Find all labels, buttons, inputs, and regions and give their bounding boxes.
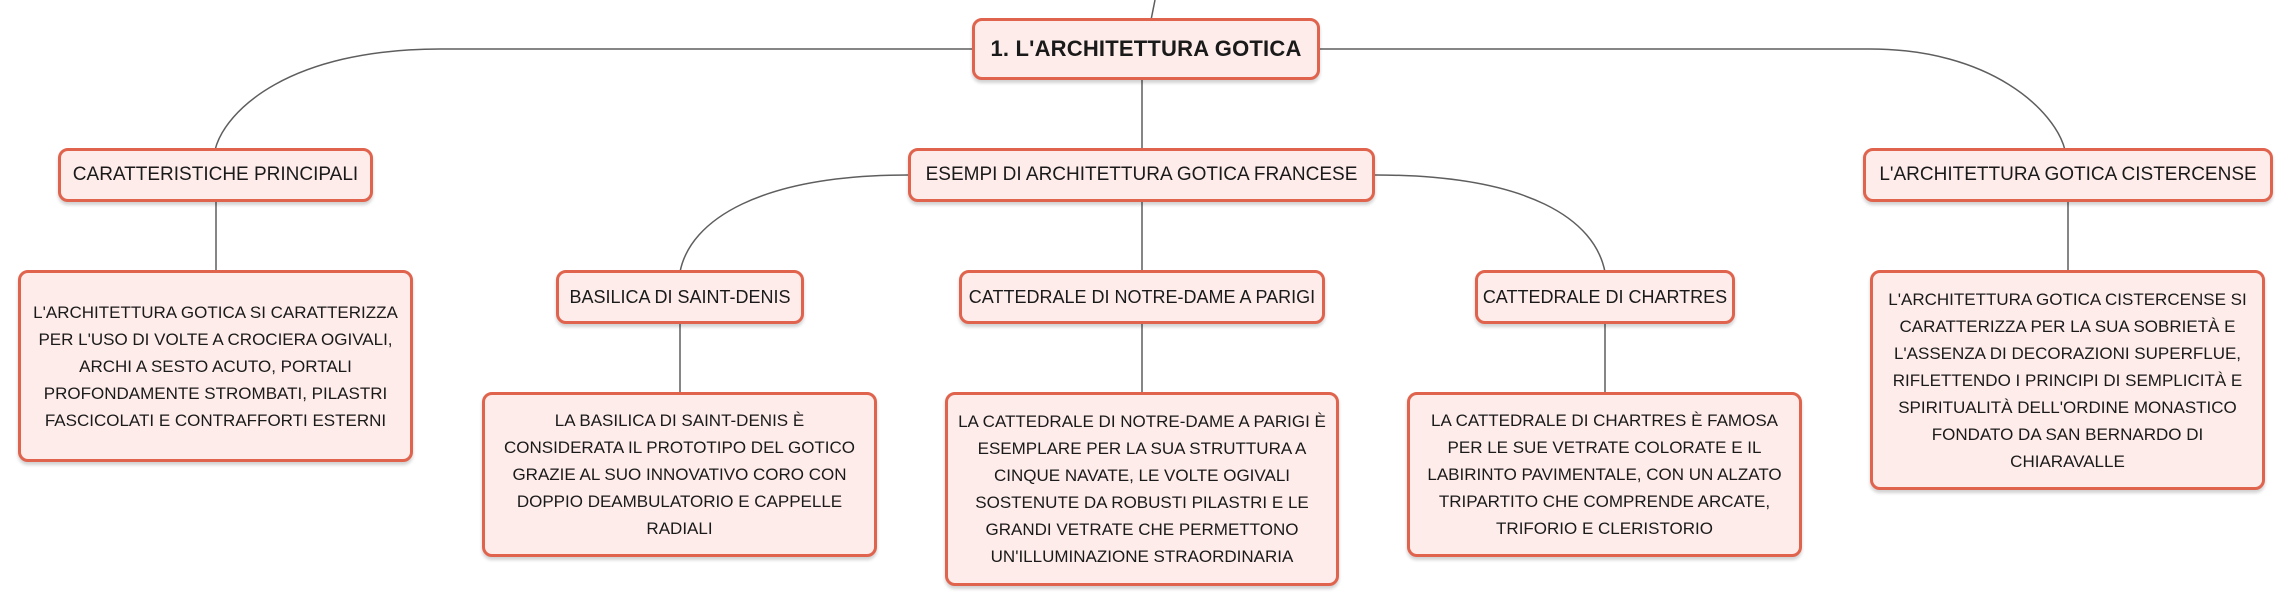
connector-root-caratteristiche [215,49,972,150]
branch-architettura-gotica-cistercense[interactable] [1863,148,2273,202]
sub-cattedrale-notre-dame[interactable] [959,270,1325,324]
branch-cistercense-label: L'ARCHITETTURA GOTICA CISTERCENSE [1879,164,2257,185]
branch-caratteristiche-label: CARATTERISTICHE PRINCIPALI [72,164,359,185]
branch-esempi-architettura-gotica-francese[interactable] [908,148,1375,202]
detail-architettura-gotica-cistercense[interactable] [1870,270,2265,490]
sub-basilica-saint-denis[interactable] [556,270,804,324]
connector-parent-root [1151,0,1155,20]
detail-basilica-saint-denis[interactable] [482,392,877,557]
detail-saint-denis-text: LA BASILICA DI SAINT-DENIS È CONSIDERATA IL PROTOTIPO DEL GOTICO GRAZIE AL SUO INNOVATIVO CORO CON DOPPIO DEAMBULATORIO E CAPPELLE RADIALI [503,411,856,538]
sub-saint-denis-label: BASILICA DI SAINT-DENIS [569,286,791,307]
sub-cattedrale-chartres[interactable] [1475,270,1735,324]
connector-esempi-chartres [1375,175,1605,272]
detail-caratteristiche-text: L'ARCHITETTURA GOTICA SI CARATTERIZZA PER L'USO DI VOLTE A CROCIERA OGIVALI, ARCHI A SESTO ACUTO, PORTALI PROFONDAMENTE STROMBATI, PILASTRI FASCICOLATI E CONTRAFFORTI ESTERNI [33,302,398,430]
sub-notre-dame-label: CATTEDRALE DI NOTRE-DAME A PARIGI [968,286,1316,307]
detail-cattedrale-notre-dame[interactable] [945,392,1339,586]
detail-chartres-text: LA CATTEDRALE DI CHARTRES È FAMOSA PER LE SUE VETRATE COLORATE E IL LABIRINTO PAVIMENTALE, CON UN ALZATO TRIPARTITO CHE COMPRENDE ARCATE, TRIFORIO E CLERISTORIO [1427,411,1782,538]
branch-esempi-label: ESEMPI DI ARCHITETTURA GOTICA FRANCESE [925,164,1358,185]
connector-esempi-saintdenis [680,175,908,272]
detail-caratteristiche-principali[interactable] [18,270,413,462]
detail-cattedrale-chartres[interactable] [1407,392,1802,557]
root-node[interactable] [972,18,1320,80]
detail-cistercense-text: L'ARCHITETTURA GOTICA CISTERCENSE SI CARATTERIZZA PER LA SUA SOBRIETÀ E L'ASSENZA DI DECORAZIONI SUPERFLUE, RIFLETTENDO I PRINCIPI DI SEMPLICITÀ E SPIRITUALITÀ DELL'ORDINE MONASTICO FONDATO DA SAN BERNARDO DI CHIARAVALLE [1888,289,2247,471]
detail-notre-dame-text: LA CATTEDRALE DI NOTRE-DAME A PARIGI È ESEMPLARE PER LA SUA STRUTTURA A CINQUE NAVATE, LE VOLTE OGIVALI SOSTENUTE DA ROBUSTI PILASTRI E LE GRANDI VETRATE CHE PERMETTONO UN'ILLUMINAZIONE STRAORDINARIA [958,412,1326,566]
connector-root-cistercense [1320,49,2065,150]
root-label: 1. L'ARCHITETTURA GOTICA [990,36,1302,61]
sub-chartres-label: CATTEDRALE DI CHARTRES [1482,286,1728,307]
branch-caratteristiche-principali[interactable] [58,148,373,202]
